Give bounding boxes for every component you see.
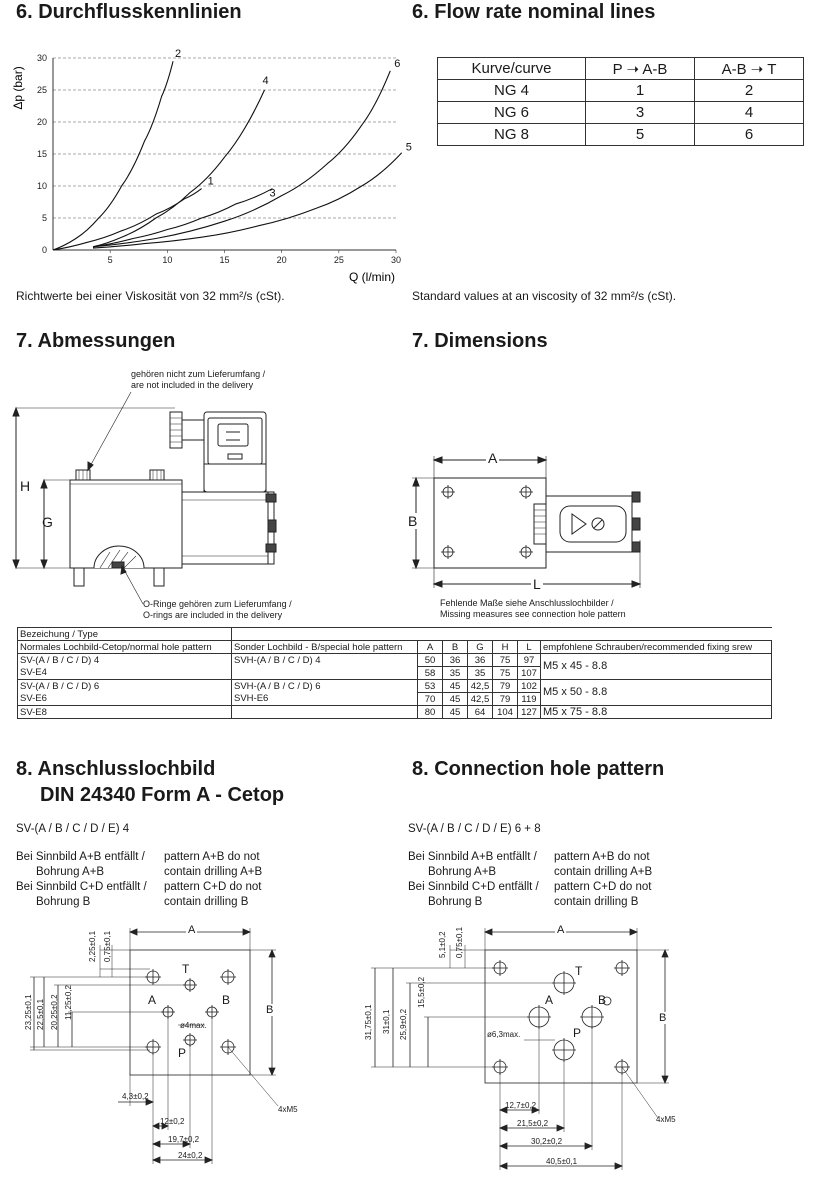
dim-table-caption: Bezeichung / Type xyxy=(18,628,232,641)
chart-y-label: Δp (bar) xyxy=(11,66,25,110)
right-note-de-3: Bei Sinnbild C+D entfällt / xyxy=(408,881,539,893)
series-label-1: 1 xyxy=(207,175,214,188)
section-8-subtitle-de: DIN 24340 Form A - Cetop xyxy=(40,784,285,806)
dim-cell: 45 xyxy=(443,680,468,693)
flow-table-cell: NG 8 xyxy=(438,124,586,146)
flow-table-cell: 3 xyxy=(586,102,695,124)
left-dim-19-7: 19,7±0,2 xyxy=(168,1135,200,1144)
series-label-4: 4 xyxy=(262,75,269,87)
section-6-title-en: 6. Flow rate nominal lines xyxy=(412,1,656,23)
right-dim-v2: 31±0,1 xyxy=(382,1009,391,1034)
dim-cell: 42,5 xyxy=(468,693,493,706)
right-dim-40-5: 40,5±0,1 xyxy=(546,1157,578,1166)
left-dim-24: 24±0,2 xyxy=(178,1151,203,1160)
dim-cell: 53 xyxy=(418,680,443,693)
flow-table-cell: NG 4 xyxy=(438,80,586,102)
dim-cell: 58 xyxy=(418,667,443,680)
right-note-en-2: contain drilling A+B xyxy=(554,866,653,878)
right-note-de-1: Bei Sinnbild A+B entfällt / xyxy=(408,851,537,863)
right-note-de-4: Bohrung B xyxy=(428,896,483,908)
missing-measures-en: Missing measures see connection hole pattern xyxy=(440,609,626,619)
flow-table-cell: 2 xyxy=(695,80,804,102)
y-tick-label: 20 xyxy=(36,117,47,127)
right-screws: 4xM5 xyxy=(656,1115,676,1124)
dim-cell: 50 xyxy=(418,654,443,667)
left-port-b: B xyxy=(222,993,231,1007)
dim-cell: SV-E4 xyxy=(18,667,232,680)
chart-x-label: Q (l/min) xyxy=(349,270,395,284)
dim-cell: 35 xyxy=(443,667,468,680)
flow-table-cell: 1 xyxy=(586,80,695,102)
right-port-t: T xyxy=(575,964,583,978)
left-dim-top2: 0,75±0,1 xyxy=(103,930,112,962)
viscosity-caption-de: Richtwerte bei einer Viskosität von 32 mm²/s (cSt). xyxy=(16,289,285,303)
left-note-en-4: contain drilling B xyxy=(164,896,249,908)
left-dim-a: A xyxy=(188,924,196,936)
dim-cell-screw: M5 x 75 - 8.8 xyxy=(541,706,772,719)
right-hole-size: ø6,3max. xyxy=(487,1030,521,1039)
right-note-de-2: Bohrung A+B xyxy=(428,866,497,878)
dim-cell: 80 xyxy=(418,706,443,719)
dim-cell: SV-(A / B / C / D) 6 xyxy=(18,680,232,693)
dim-table-header: A xyxy=(418,641,443,654)
dim-cell: SV-E8 xyxy=(18,706,232,719)
series-label-2: 2 xyxy=(175,48,182,61)
right-note-en-4: contain drilling B xyxy=(554,896,639,908)
right-dim-a: A xyxy=(557,924,565,936)
dim-cell: 36 xyxy=(443,654,468,667)
dim-cell: 64 xyxy=(468,706,493,719)
series-label-6: 6 xyxy=(394,57,401,70)
section-7-title-en: 7. Dimensions xyxy=(412,330,548,352)
dim-label-a: A xyxy=(488,450,498,466)
section-7-title-de: 7. Abmessungen xyxy=(16,330,176,352)
note-not-included-en: are not included in the delivery xyxy=(131,380,254,390)
dim-table-header: empfohlene Schrauben/recommended fixing srew xyxy=(541,641,772,654)
right-note-en-1: pattern A+B do not xyxy=(554,851,650,863)
dim-table-header: G xyxy=(468,641,493,654)
left-dim-12: 12±0,2 xyxy=(160,1117,185,1126)
left-port-a: A xyxy=(148,993,157,1007)
dim-label-b: B xyxy=(408,513,418,529)
note-orings-en: O-rings are included in the delivery xyxy=(143,610,283,620)
dim-cell: SVH-(A / B / C / D) 4 xyxy=(232,654,418,667)
x-tick-label: 5 xyxy=(107,255,113,265)
viscosity-caption-en: Standard values at an viscosity of 32 mm²/s (cSt). xyxy=(412,289,677,303)
left-dim-small: 4,3±0,2 xyxy=(122,1092,149,1101)
flow-table-cell: 5 xyxy=(586,124,695,146)
dim-cell: 75 xyxy=(493,667,518,680)
left-dim-v1: 23,25±0,1 xyxy=(24,994,33,1030)
flow-table-header: Kurve/curve xyxy=(438,58,586,80)
left-note-de-4: Bohrung B xyxy=(36,896,91,908)
section-6-title-de: 6. Durchflusskennlinien xyxy=(16,1,242,23)
y-tick-label: 10 xyxy=(36,181,47,191)
flow-table-cell: 6 xyxy=(695,124,804,146)
left-port-t: T xyxy=(182,962,190,976)
flow-table-header: A-B ➝ T xyxy=(695,58,804,80)
series-label-5: 5 xyxy=(405,141,412,154)
right-dim-21-5: 21,5±0,2 xyxy=(517,1119,549,1128)
flow-table-cell: NG 6 xyxy=(438,102,586,124)
left-dim-b: B xyxy=(266,1004,274,1016)
right-dim-v4: 15,5±0,2 xyxy=(417,976,426,1008)
dim-cell: 104 xyxy=(493,706,518,719)
flow-table-header: P ➝ A-B xyxy=(586,58,695,80)
y-tick-label: 5 xyxy=(41,213,47,223)
dim-cell: SV-E6 xyxy=(18,693,232,706)
dim-cell: 127 xyxy=(518,706,541,719)
left-note-en-1: pattern A+B do not xyxy=(164,851,260,863)
dim-cell: 42,5 xyxy=(468,680,493,693)
dim-cell-screw: M5 x 45 - 8.8 xyxy=(541,654,772,680)
right-dim-b: B xyxy=(659,1012,667,1024)
left-dim-v4: 11,25±0,2 xyxy=(64,985,73,1020)
dim-cell: SV-(A / B / C / D) 4 xyxy=(18,654,232,667)
left-model: SV-(A / B / C / D / E) 4 xyxy=(16,823,130,835)
dim-cell-screw: M5 x 50 - 8.8 xyxy=(541,680,772,706)
right-dim-top2: 0,75±0,1 xyxy=(455,926,464,958)
left-note-en-3: pattern C+D do not xyxy=(164,881,262,893)
right-port-b: B xyxy=(598,993,607,1007)
dim-cell: 75 xyxy=(493,654,518,667)
left-screws: 4xM5 xyxy=(278,1105,298,1114)
right-dim-30-2: 30,2±0,2 xyxy=(531,1137,563,1146)
dim-cell: 79 xyxy=(493,693,518,706)
y-tick-label: 0 xyxy=(41,245,47,255)
dim-cell: 36 xyxy=(468,654,493,667)
dim-cell: 70 xyxy=(418,693,443,706)
note-orings-de: O-Ringe gehören zum Lieferumfang / xyxy=(143,599,292,609)
left-note-de-1: Bei Sinnbild A+B entfällt / xyxy=(16,851,145,863)
dim-table-header: B xyxy=(443,641,468,654)
left-note-en-2: contain drilling A+B xyxy=(164,866,263,878)
dim-cell: 45 xyxy=(443,693,468,706)
right-dim-v1: 31,75±0,1 xyxy=(364,1004,373,1040)
x-tick-label: 25 xyxy=(333,255,344,265)
section-8-title-en: 8. Connection hole pattern xyxy=(412,758,665,780)
right-dim-v3: 25,9±0,2 xyxy=(399,1008,408,1040)
right-dim-top1: 5,1±0,2 xyxy=(438,931,447,958)
x-tick-label: 30 xyxy=(390,255,402,265)
flow-table-cell: 4 xyxy=(695,102,804,124)
y-tick-label: 25 xyxy=(36,85,47,95)
dim-table-header: L xyxy=(518,641,541,654)
dim-cell: 45 xyxy=(443,706,468,719)
left-hole-size: ø4max. xyxy=(180,1021,207,1030)
dim-label-l: L xyxy=(533,576,541,592)
dim-label-g: G xyxy=(42,514,53,530)
dim-cell: 107 xyxy=(518,667,541,680)
dim-table-header: H xyxy=(493,641,518,654)
left-note-de-2: Bohrung A+B xyxy=(36,866,105,878)
left-port-p: P xyxy=(178,1046,187,1060)
dim-cell: 79 xyxy=(493,680,518,693)
dim-cell: SVH-(A / B / C / D) 6 xyxy=(232,680,418,693)
y-tick-label: 30 xyxy=(36,53,47,63)
dim-cell: 35 xyxy=(468,667,493,680)
dim-cell: SVH-E6 xyxy=(232,693,418,706)
left-dim-top1: 2,25±0,1 xyxy=(88,930,97,962)
left-dim-v2: 22,5±0,1 xyxy=(36,998,45,1030)
left-dim-v3: 20,25±0,2 xyxy=(50,994,59,1030)
right-dim-12-7: 12,7±0,2 xyxy=(505,1101,537,1110)
right-port-a: A xyxy=(545,993,554,1007)
dim-cell: 119 xyxy=(518,693,541,706)
left-note-de-3: Bei Sinnbild C+D entfällt / xyxy=(16,881,147,893)
x-tick-label: 10 xyxy=(162,255,173,265)
right-note-en-3: pattern C+D do not xyxy=(554,881,652,893)
y-tick-label: 15 xyxy=(36,149,47,159)
series-label-3: 3 xyxy=(269,187,276,200)
dim-table-header: Normales Lochbild-Cetop/normal hole pattern xyxy=(18,641,232,654)
dim-cell: 97 xyxy=(518,654,541,667)
right-port-p: P xyxy=(573,1026,582,1040)
note-not-included-de: gehören nicht zum Lieferumfang / xyxy=(131,369,266,379)
missing-measures-de: Fehlende Maße siehe Anschlusslochbilder / xyxy=(440,598,614,608)
section-8-title-de: 8. Anschlusslochbild xyxy=(16,758,216,780)
x-tick-label: 15 xyxy=(219,255,230,265)
dim-label-h: H xyxy=(20,478,31,494)
dim-cell: 102 xyxy=(518,680,541,693)
right-model: SV-(A / B / C / D / E) 6 + 8 xyxy=(408,823,541,835)
dim-table-header: Sonder Lochbild - B/special hole pattern xyxy=(232,641,418,654)
x-tick-label: 20 xyxy=(276,255,287,265)
